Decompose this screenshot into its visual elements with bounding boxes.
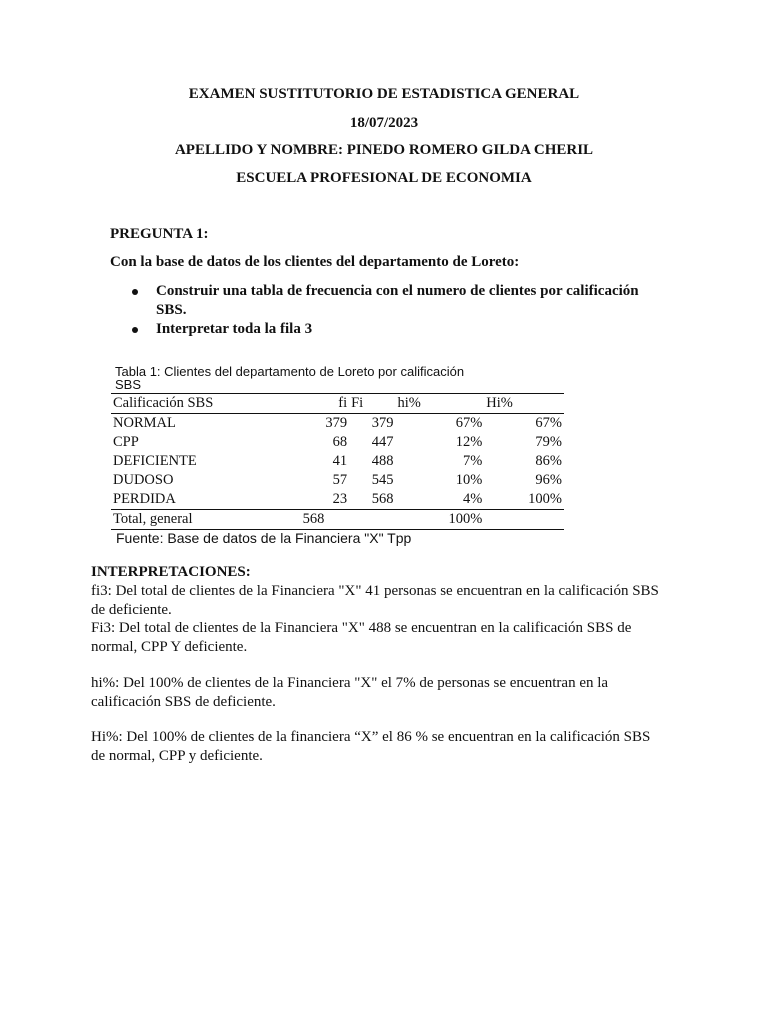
interpretation-Hi3: Hi%: Del 100% de clientes de la financiera “X” el 86 % se encuentran en la calificación SBS de normal, CPP y deficiente. bbox=[91, 729, 651, 764]
cell-Hi: 79% bbox=[535, 434, 562, 450]
table-row bbox=[111, 452, 564, 471]
bullet-item bbox=[130, 282, 670, 320]
table-row bbox=[111, 414, 564, 434]
total-Hi bbox=[484, 510, 564, 530]
frequency-table bbox=[111, 393, 564, 530]
question-bullets bbox=[130, 282, 670, 339]
table-total-row bbox=[111, 510, 564, 530]
cell-hi: 12% bbox=[455, 434, 483, 450]
cell-Hi: 100% bbox=[528, 491, 562, 507]
school-name: ESCUELA PROFESIONAL DE ECONOMIA bbox=[236, 170, 532, 186]
cell-Fi: 545 bbox=[371, 472, 394, 488]
header-fi: fi bbox=[338, 395, 348, 411]
cell-Fi: 488 bbox=[371, 453, 394, 469]
cell-hi: 4% bbox=[462, 491, 483, 507]
cell-Hi: 86% bbox=[535, 453, 562, 469]
interpretation-hi3: hi%: Del 100% de clientes de la Financiera "X" el 7% de personas se encuentran en la calificación SBS de deficiente. bbox=[91, 675, 609, 710]
exam-title: EXAMEN SUSTITUTORIO DE ESTADISTICA GENERAL bbox=[188, 86, 580, 102]
table-row bbox=[111, 471, 564, 490]
total-Fi bbox=[349, 510, 395, 530]
cell-Fi: 379 bbox=[371, 415, 394, 431]
cell-calificacion: DUDOSO bbox=[113, 472, 174, 488]
bullet-text: Interpretar toda la fila 3 bbox=[156, 321, 313, 337]
cell-Fi: 568 bbox=[371, 491, 394, 507]
bullet-item bbox=[130, 320, 670, 339]
interpretation-fi3: fi3: Del total de clientes de la Financiera "X" 41 personas se encuentran en la calificación SBS de deficiente. bbox=[91, 583, 659, 618]
bullet-dot-icon bbox=[132, 289, 138, 295]
cell-calificacion: NORMAL bbox=[113, 415, 176, 431]
cell-fi: 41 bbox=[332, 453, 348, 469]
cell-calificacion: PERDIDA bbox=[113, 491, 176, 507]
cell-fi: 23 bbox=[332, 491, 348, 507]
question-intro: Con la base de datos de los clientes del departamento de Loreto: bbox=[110, 254, 520, 270]
table-caption: Tabla 1: Clientes del departamento de Loreto por calificación SBS bbox=[115, 364, 465, 392]
cell-fi: 68 bbox=[332, 434, 348, 450]
cell-fi: 57 bbox=[332, 472, 348, 488]
cell-Hi: 67% bbox=[535, 415, 562, 431]
header-hi: hi% bbox=[397, 395, 421, 411]
cell-calificacion: DEFICIENTE bbox=[113, 453, 197, 469]
table-row bbox=[111, 433, 564, 452]
bullet-text: Construir una tabla de frecuencia con el numero de clientes por calificación SBS. bbox=[156, 283, 639, 318]
bullet-dot-icon bbox=[132, 327, 138, 333]
header-calificacion: Calificación SBS bbox=[113, 395, 214, 411]
cell-hi: 67% bbox=[455, 415, 483, 431]
total-label: Total, general bbox=[113, 511, 193, 527]
cell-Hi: 96% bbox=[535, 472, 562, 488]
header-Fi: Fi bbox=[351, 395, 364, 411]
total-hi: 100% bbox=[448, 511, 483, 527]
question-title: PREGUNTA 1: bbox=[110, 226, 209, 242]
cell-hi: 7% bbox=[462, 453, 483, 469]
cell-hi: 10% bbox=[455, 472, 483, 488]
table-source: Fuente: Base de datos de la Financiera "X" Tpp bbox=[116, 530, 412, 546]
total-fi: 568 bbox=[302, 511, 325, 527]
interpretation-Fi3: Fi3: Del total de clientes de la Financiera "X" 488 se encuentran en la calificación SBS de normal, CPP Y deficiente. bbox=[91, 620, 632, 655]
table-row bbox=[111, 490, 564, 510]
interpretations-title: INTERPRETACIONES: bbox=[91, 564, 251, 580]
header-Hi: Hi% bbox=[486, 395, 513, 411]
cell-fi: 379 bbox=[325, 415, 348, 431]
student-name: APELLIDO Y NOMBRE: PINEDO ROMERO GILDA CHERIL bbox=[174, 142, 594, 158]
exam-date: 18/07/2023 bbox=[349, 115, 419, 131]
table-header-row bbox=[111, 394, 564, 414]
cell-calificacion: CPP bbox=[113, 434, 139, 450]
cell-Fi: 447 bbox=[371, 434, 394, 450]
